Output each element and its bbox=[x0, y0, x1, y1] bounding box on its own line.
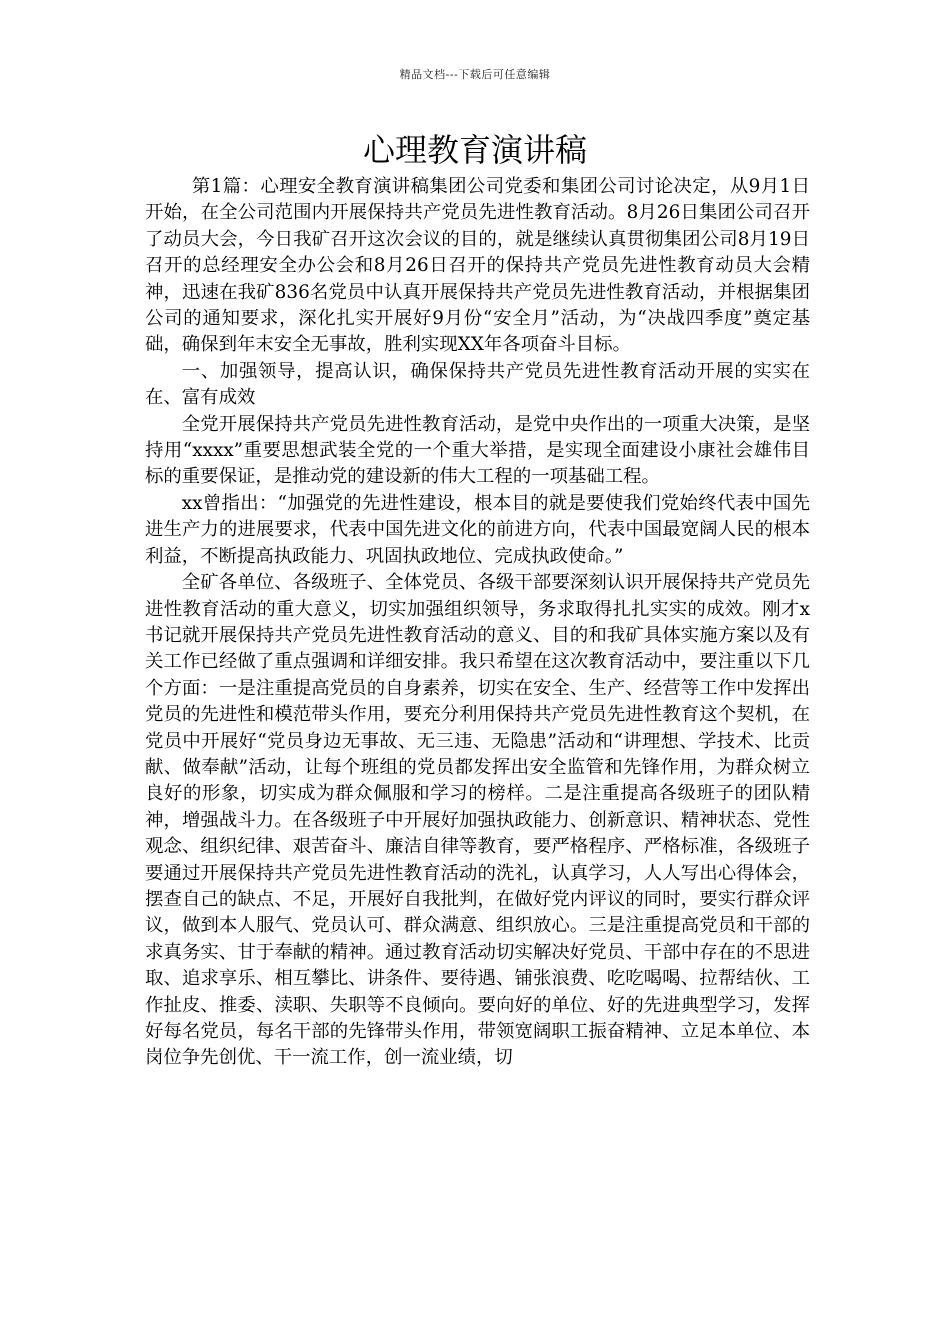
body-paragraph-quote: xx曾指出：“加强党的先进性建设，根本目的就是要使我们党始终代表中国先进生产力的进展要求，代表中国先进文化的前进方向，代表中国最宽阔人民的根本利益，不断提高执政能力、巩固执政地位、完成执政使命。” bbox=[145, 492, 810, 567]
body-paragraph: 全党开展保持共产党员先进性教育活动，是党中央作出的一项重大决策，是坚持用“xxxx”重要思想武装全党的一个重大举措，是实现全面建设小康社会雄伟目标的重要保证，是推动党的建设新的伟大工程的一项基础工程。 bbox=[145, 413, 810, 488]
document-body bbox=[145, 174, 810, 1072]
document-title: 心理教育演讲稿 bbox=[362, 131, 587, 169]
body-paragraph: 全矿各单位、各级班子、全体党员、各级干部要深刻认识开展保持共产党员先进性教育活动的重大意义，切实加强组织领导，务求取得扎扎实实的成效。刚才x书记就开展保持共产党员先进性教育活动的意义、目的和我矿具体实施方案以及有关工作已经做了重点强调和详细安排。我只希望在这次教育活动中，要注重以下几个方面：一是注重提高党员的自身素养，切实在安全、生产、经营等工作中发挥出党员的先进性和模范带头作用，要充分利用保持共产党员先进性教育这个契机，在党员中开展好“党员身边无事故、无三违、无隐患”活动和“讲理想、学技术、比贡献、做奉献”活动，让每个班组的党员都发挥出安全监管和先锋作用，为群众树立良好的形象，切实成为群众佩服和学习的榜样。二是注重提高各级班子的团队精神，增强战斗力。在各级班子中开展好加强执政能力、创新意识、精神状态、党性观念、组织纪律、艰苦奋斗、廉洁自律等教育，要严格程序、严格标准，各级班子要通过开展保持共产党员先进性教育活动的洗礼，认真学习，人人写出心得体会，摆查自己的缺点、不足，开展好自我批判，在做好党内评议的同时，要实行群众评议，做到本人服气、党员认可、群众满意、组织放心。三是注重提高党员和干部的求真务实、甘于奉献的精神。通过教育活动切实解决好党员、干部中存在的不思进取、追求享乐、相互攀比、讲条件、要待遇、铺张浪费、吃吃喝喝、拉帮结伙、工作扯皮、推委、渎职、失职等不良倾向。要向好的单位、好的先进典型学习，发挥好每名党员，每名干部的先锋带头作用，带领宽阔职工振奋精神、立足本单位、本岗位争先创优、干一流工作，创一流业绩，切 bbox=[145, 572, 810, 1069]
body-paragraph-intro: 第1篇：心理安全教育演讲稿集团公司党委和集团公司讨论决定，从9月1日开始，在全公司范围内开展保持共产党员先进性教育活动。8月26日集团公司召开了动员大会，今日我矿召开这次会议的目的，就是继续认真贯彻集团公司8月19日召开的总经理安全办公会和8月26日召开的保持共产党员先进性教育动员大会精神，迅速在我矿836名党员中认真开展保持共产党员先进性教育活动，并根据集团公司的通知要求，深化扎实开展好9月份“安全月”活动，为“决战四季度”奠定基础，确保到年末安全无事故，胜利实现XX年各项奋斗目标。 bbox=[145, 176, 810, 356]
section-heading: 一、加强领导，提高认识，确保保持共产党员先进性教育活动开展的实实在在、富有成效 bbox=[145, 360, 810, 409]
page-header-note: 精品文档---下载后可任意编辑 bbox=[399, 68, 551, 81]
